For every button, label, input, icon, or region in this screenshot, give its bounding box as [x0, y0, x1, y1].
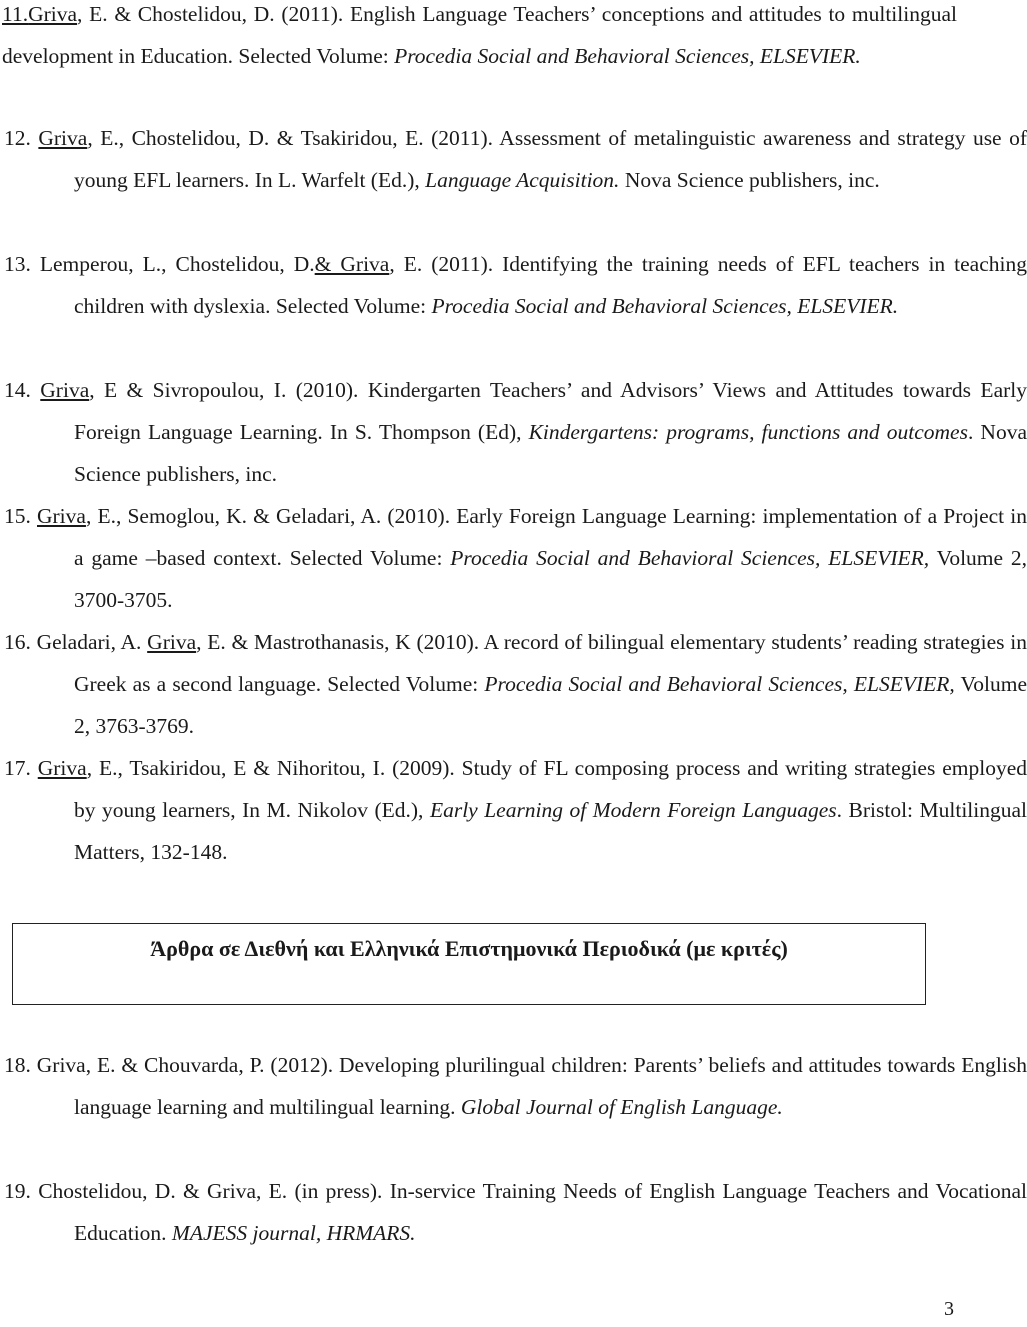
author-link[interactable]: Griva	[147, 630, 197, 654]
reference-number: 16.	[4, 630, 37, 654]
author-link[interactable]: Griva	[40, 378, 90, 402]
reference-tail: Volume 2, 3763-3769.	[74, 672, 1027, 738]
section-heading: Άρθρα σε Διεθνή και Ελληνικά Επιστημονικά Περιοδικά (με κριτές)	[150, 936, 788, 961]
reference-authors: Geladari, A.	[36, 630, 148, 654]
journal-title: Procedia Social and Behavioral Sciences, ELSEVIER.	[394, 44, 861, 68]
reference-number: 11.	[2, 2, 29, 26]
reference-text: Griva, E. & Chouvarda, P. (2012). Developing plurilingual children: Parents’ beliefs and attitudes towards English language learning and multilingual learning.	[36, 1053, 1027, 1119]
journal-title: Procedia Social and Behavioral Sciences, ELSEVIER,	[450, 546, 930, 570]
reference-text: , E & Sivropoulou, I. (2010). Kindergarten Teachers’ and Advisors’ Views and Attitudes towards Early Foreign Language Learning. In S. Thompson (Ed),	[74, 378, 1027, 444]
author-link[interactable]: Griva	[28, 2, 78, 26]
reference-number: 13.	[4, 252, 40, 276]
reference-tail: . Bristol: Multilingual Matters, 132-148.	[74, 798, 1027, 864]
reference-12	[4, 117, 1027, 201]
reference-text: Chostelidou, D. & Griva, E. (in press). In-service Training Needs of English Language Teachers and Vocational Education.	[38, 1179, 1027, 1245]
reference-tail: Nova Science publishers, inc.	[619, 168, 880, 192]
reference-14	[4, 369, 1027, 495]
reference-13	[4, 243, 1027, 327]
reference-number: 12.	[4, 126, 39, 150]
reference-number: 14.	[4, 378, 41, 402]
journal-title: MAJESS journal, HRMARS.	[171, 1221, 416, 1245]
section-heading-box	[12, 923, 926, 1005]
reference-text: , E., Tsakiridou, E & Nihoritou, I. (2009). Study of FL composing process and writing strategies employed by young learners, In M. Nikolov (Ed.),	[74, 756, 1027, 822]
reference-text: , E., Semoglou, K. & Geladari, A. (2010). Early Foreign Language Learning: implementation of a Project in a game –based context. Selected Volume:	[74, 504, 1027, 570]
author-link[interactable]: & Griva	[314, 252, 390, 276]
page-number: 3	[944, 1298, 954, 1320]
reference-authors: Lemperou, L., Chostelidou, D.	[39, 252, 315, 276]
reference-number: 19.	[4, 1179, 39, 1203]
author-link[interactable]: Griva	[37, 756, 87, 780]
reference-text: , E. & Mastrothanasis, K (2010). A record of bilingual elementary students’ reading strategies in Greek as a second language. Selected Volume:	[74, 630, 1027, 696]
reference-number: 17.	[4, 756, 38, 780]
author-link[interactable]: Griva	[38, 126, 88, 150]
reference-15	[4, 495, 1027, 621]
reference-text: , E. (2011). Identifying the training needs of EFL teachers in teaching children with dyslexia. Selected Volume:	[74, 252, 1027, 318]
reference-number: 15.	[4, 504, 37, 528]
journal-title: Procedia Social and Behavioral Sciences, ELSEVIER.	[431, 294, 899, 318]
author-link[interactable]: Griva	[37, 504, 86, 528]
book-title: Language Acquisition.	[425, 168, 620, 192]
reference-19	[4, 1170, 1027, 1254]
reference-16	[4, 621, 1027, 747]
reference-tail: . Nova Science publishers, inc.	[74, 420, 1027, 486]
reference-18	[4, 1044, 1027, 1128]
book-title: Early Learning of Modern Foreign Languages	[429, 798, 837, 822]
journal-title: Procedia Social and Behavioral Sciences, ELSEVIER,	[484, 672, 955, 696]
reference-17	[4, 747, 1027, 873]
reference-text: , E., Chostelidou, D. & Tsakiridou, E. (2011). Assessment of metalinguistic awareness and strategy use of young EFL learners. In L. Warfelt (Ed.),	[74, 126, 1027, 192]
reference-11	[2, 0, 957, 77]
journal-title: Global Journal of English Language.	[460, 1095, 783, 1119]
reference-tail: Volume 2, 3700-3705.	[74, 546, 1027, 612]
reference-text: , E. & Chostelidou, D. (2011). English Language Teachers’ conceptions and attitudes to multilingual development in Education. Selected Volume:	[2, 2, 957, 68]
reference-number: 18.	[4, 1053, 37, 1077]
book-title: Kindergartens: programs, functions and outcomes	[528, 420, 968, 444]
